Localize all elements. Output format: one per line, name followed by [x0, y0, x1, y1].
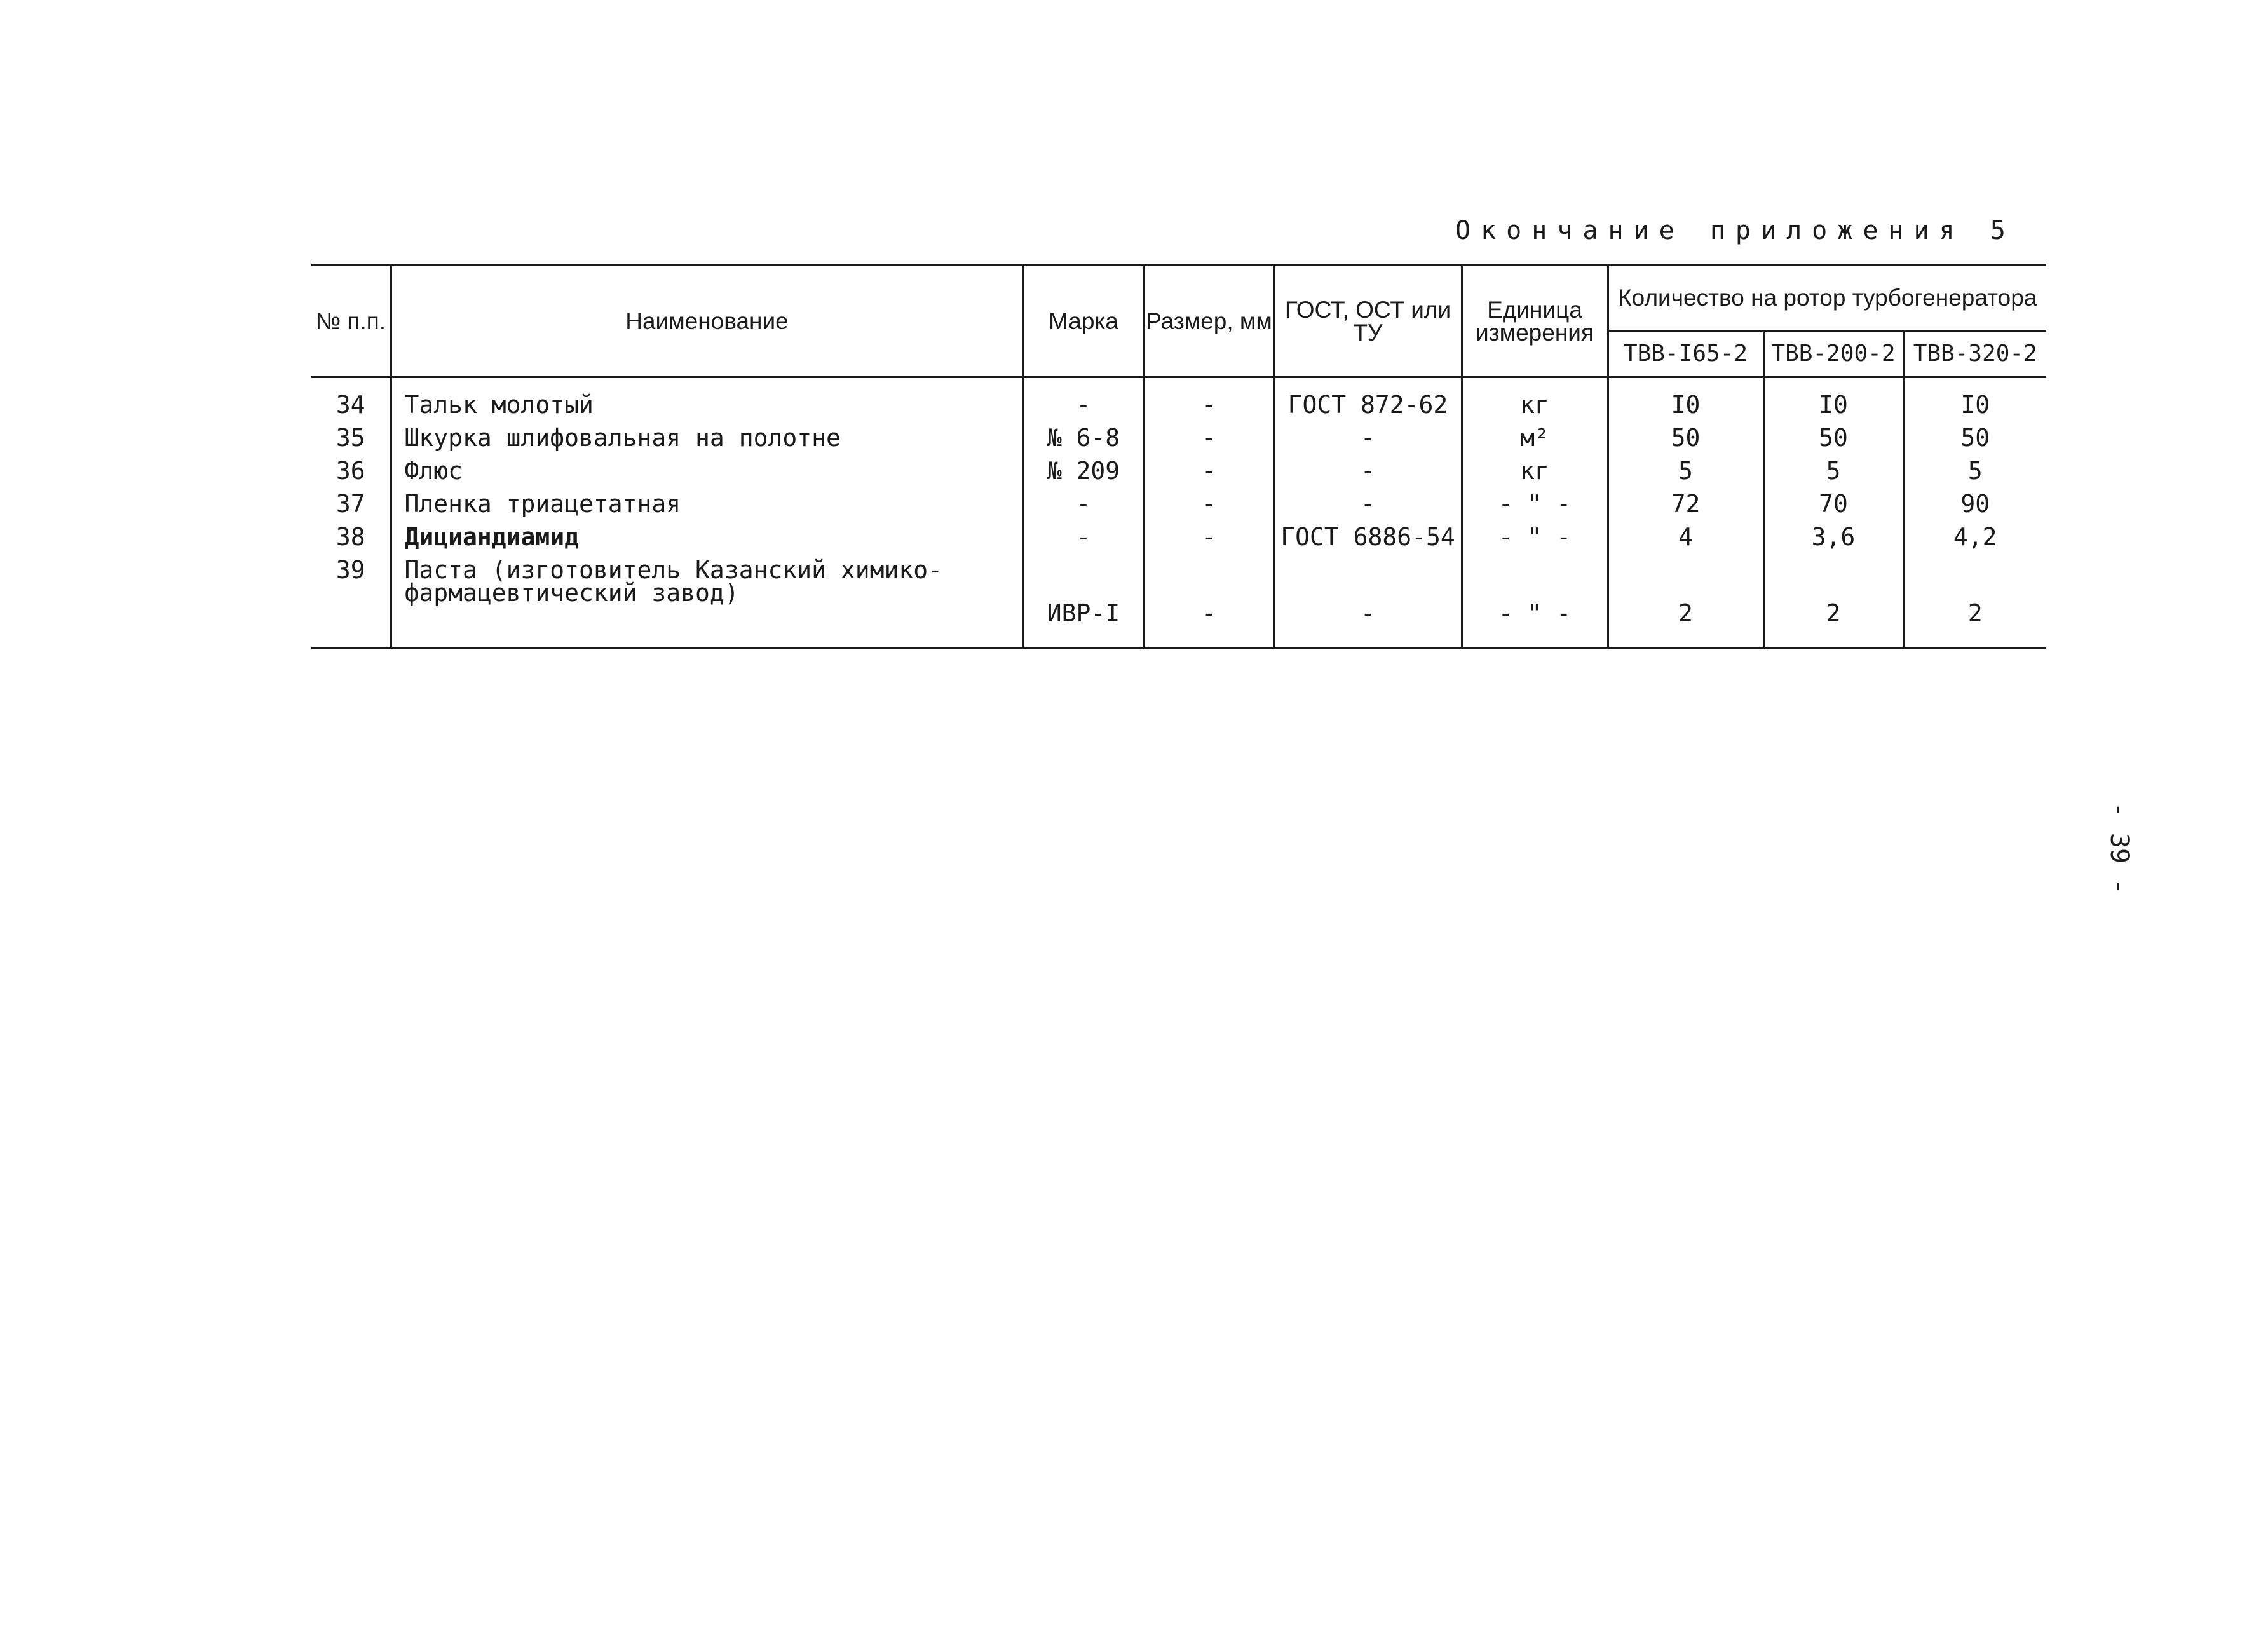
cell-num: 34 [336, 391, 365, 419]
table-row [311, 558, 2046, 625]
cell-unit: - " - [1462, 492, 1608, 525]
cell-qty-3: 4,2 [1903, 525, 2046, 558]
cell-qty-3: 90 [1903, 492, 2046, 525]
cell-standard: - [1274, 459, 1462, 492]
cell-qty-2: 2 [1763, 558, 1903, 625]
cell-standard: - [1274, 426, 1462, 459]
cell-unit: м² [1462, 426, 1608, 459]
cell-size: - [1144, 525, 1274, 558]
cell-name: Паста (изготовитель Казанский химико-фармацевтический завод) [391, 558, 1023, 625]
cell-mark: - [1023, 492, 1144, 525]
col-header-standard: ГОСТ, ОСТ или ТУ [1274, 265, 1462, 377]
cell-qty-2: 3,6 [1763, 525, 1903, 558]
col-header-quantity-group: Количество на ротор турбогенератора [1608, 265, 2046, 331]
cell-qty-1: 72 [1608, 492, 1763, 525]
cell-standard: - [1274, 492, 1462, 525]
cell-qty-2: 5 [1763, 459, 1903, 492]
cell-size: - [1144, 377, 1274, 427]
col-header-model-2: ТВВ-200-2 [1763, 331, 1903, 377]
cell-unit: - " - [1462, 525, 1608, 558]
col-header-mark: Марка [1023, 265, 1144, 377]
table-row [311, 459, 2046, 492]
cell-size: - [1144, 459, 1274, 492]
cell-num: 35 [336, 424, 365, 452]
cell-size: - [1144, 426, 1274, 459]
cell-qty-1: I0 [1608, 377, 1763, 427]
table-row [311, 525, 2046, 558]
col-header-num: № п.п. [311, 265, 391, 377]
col-header-model-1: ТВВ-I65-2 [1608, 331, 1763, 377]
cell-standard: ГОСТ 872-62 [1274, 377, 1462, 427]
cell-name: Тальк молотый [391, 377, 1023, 427]
cell-name: Флюс [391, 459, 1023, 492]
cell-mark: № 6-8 [1023, 426, 1144, 459]
cell-qty-2: I0 [1763, 377, 1903, 427]
cell-qty-1: 4 [1608, 525, 1763, 558]
cell-qty-3: 50 [1903, 426, 2046, 459]
cell-num: 37 [336, 490, 365, 518]
table-row [311, 426, 2046, 459]
cell-size: - [1144, 558, 1274, 625]
cell-mark: - [1023, 525, 1144, 558]
cell-qty-2: 70 [1763, 492, 1903, 525]
table-row [311, 377, 2046, 427]
cell-mark: № 209 [1023, 459, 1144, 492]
cell-qty-3: 5 [1903, 459, 2046, 492]
cell-qty-1: 2 [1608, 558, 1763, 625]
cell-standard: - [1274, 558, 1462, 625]
cell-qty-1: 50 [1608, 426, 1763, 459]
cell-num: 38 [336, 523, 365, 551]
cell-qty-3: I0 [1903, 377, 2046, 427]
appendix-caption: Окончание приложения 5 [1455, 216, 2016, 245]
cell-name: Шкурка шлифовальная на полотне [391, 426, 1023, 459]
col-header-size: Размер, мм [1144, 265, 1274, 377]
cell-mark: ИВР-I [1023, 558, 1144, 625]
cell-name: Дициандиамид [391, 525, 1023, 558]
col-header-model-3: ТВВ-320-2 [1903, 331, 2046, 377]
cell-unit: кг [1462, 459, 1608, 492]
col-header-unit: Единица измерения [1462, 265, 1608, 377]
cell-qty-1: 5 [1608, 459, 1763, 492]
cell-standard: ГОСТ 6886-54 [1274, 525, 1462, 558]
cell-mark: - [1023, 377, 1144, 427]
cell-num: 39 [336, 556, 365, 584]
cell-unit: - " - [1462, 558, 1608, 625]
col-header-name: Наименование [391, 265, 1023, 377]
table-bottom-spacer [311, 625, 2046, 648]
page-number: - 39 - [2105, 802, 2134, 895]
cell-num: 36 [336, 457, 365, 485]
cell-unit: кг [1462, 377, 1608, 427]
cell-qty-3: 2 [1903, 558, 2046, 625]
cell-qty-2: 50 [1763, 426, 1903, 459]
materials-table [311, 264, 2046, 649]
cell-size: - [1144, 492, 1274, 525]
cell-name: Пленка триацетатная [391, 492, 1023, 525]
table-row [311, 492, 2046, 525]
